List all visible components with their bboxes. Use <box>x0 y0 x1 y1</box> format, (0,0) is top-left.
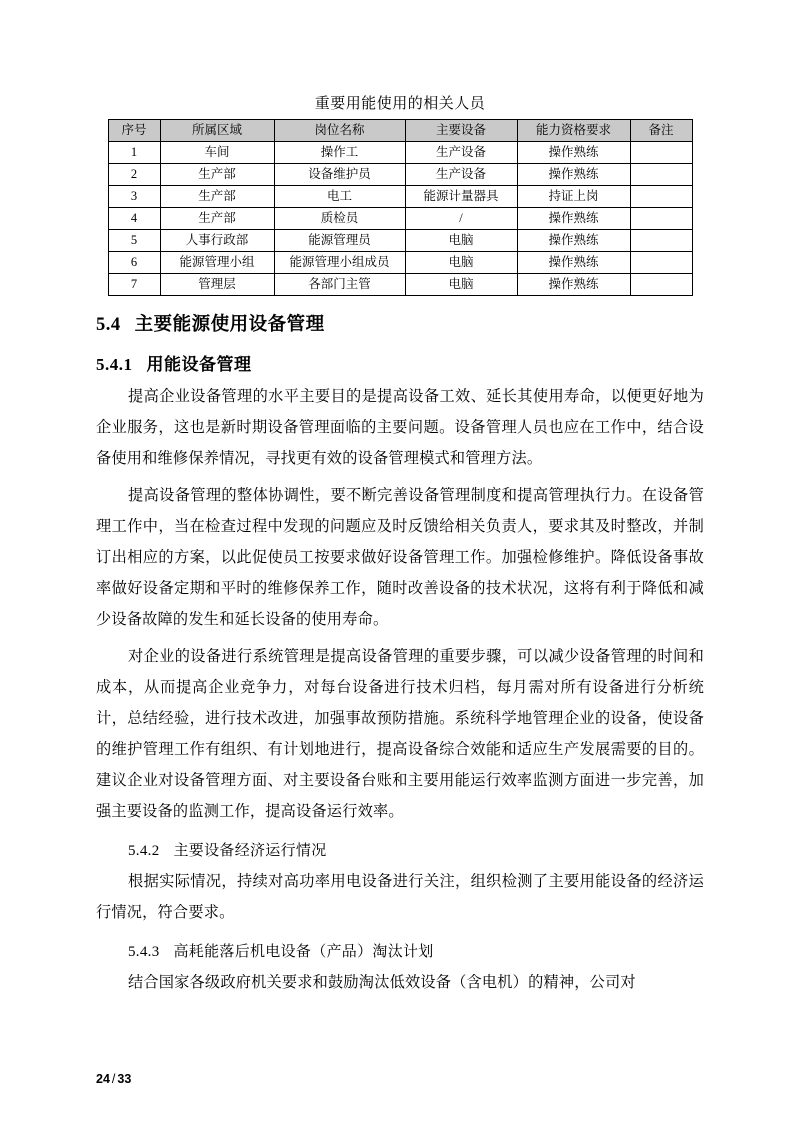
paragraph: 提高设备管理的整体协调性，要不断完善设备管理制度和提高管理执行力。在设备管理工作中，当在检查过程中发现的问题应及时反馈给相关负责人，要求其及时整改，并制订出相应的方案，以此促使员工按要求做好设备管理工作。加强检修维护。降低设备事故率做好设备定期和平时的维修保养工作，随时改善设备的技术状况，这将有利于降低和减少设备故障的发生和延长设备的使用寿命。 <box>96 487 704 628</box>
subsection-number: 5.4.2 <box>128 843 160 859</box>
table-cell: 车间 <box>160 142 274 164</box>
table-caption: 重要用能使用的相关人员 <box>314 96 486 112</box>
table-cell: 生产部 <box>160 186 274 208</box>
table-cell: 操作熟练 <box>517 164 630 186</box>
table-cell: 管理层 <box>160 274 274 296</box>
table-cell: 操作熟练 <box>517 208 630 230</box>
subsection-number: 5.4.3 <box>128 944 160 960</box>
table-cell: 能源管理员 <box>274 230 405 252</box>
total-page-number: 33 <box>117 1072 132 1086</box>
table-cell: 2 <box>108 164 160 186</box>
section-title: 主要能源使用设备管理 <box>134 315 325 335</box>
page-footer <box>96 1072 131 1086</box>
current-page-number: 24 <box>96 1072 110 1086</box>
section-number: 5.4 <box>96 315 121 335</box>
table-cell: 质检员 <box>274 208 405 230</box>
table-cell <box>630 186 692 208</box>
table-cell: 生产部 <box>160 164 274 186</box>
table-cell <box>630 142 692 164</box>
table-cell: 电工 <box>274 186 405 208</box>
table-cell: 各部门主管 <box>274 274 405 296</box>
subsection-title: 用能设备管理 <box>146 355 252 374</box>
paragraph: 结合国家各级政府机关要求和鼓励淘汰低效设备（含电机）的精神，公司对 <box>128 974 636 991</box>
table-header-cell: 所属区域 <box>160 120 274 142</box>
table-row <box>108 230 692 252</box>
table-cell: 操作熟练 <box>517 142 630 164</box>
table-header-row <box>108 120 692 142</box>
subsection-number: 5.4.1 <box>96 355 133 374</box>
table-cell: 能源计量器具 <box>405 186 517 208</box>
subsection-heading-543 <box>96 940 704 961</box>
table-cell: 操作熟练 <box>517 230 630 252</box>
table-cell <box>630 252 692 274</box>
table-cell: 电脑 <box>405 230 517 252</box>
table-cell: 操作熟练 <box>517 252 630 274</box>
table-row <box>108 142 692 164</box>
table-cell: 生产部 <box>160 208 274 230</box>
section-heading <box>96 310 704 336</box>
table-header-cell: 备注 <box>630 120 692 142</box>
table-header-cell: 岗位名称 <box>274 120 405 142</box>
table-cell: 7 <box>108 274 160 296</box>
table-row <box>108 274 692 296</box>
table-row <box>108 208 692 230</box>
page-separator: / <box>111 1072 116 1086</box>
table-cell: 能源管理小组 <box>160 252 274 274</box>
subsection-heading <box>96 350 704 375</box>
table-cell: 生产设备 <box>405 142 517 164</box>
paragraph: 提高企业设备管理的水平主要目的是提高设备工效、延长其使用寿命，以便更好地为企业服务，这也是新时期设备管理面临的主要问题。设备管理人员也应在工作中，结合设备使用和维修保养情况，寻找更有效的设备管理模式和管理方法。 <box>96 388 704 467</box>
table-cell: 持证上岗 <box>517 186 630 208</box>
table-row <box>108 252 692 274</box>
subsection-heading-542 <box>96 839 704 860</box>
table-header-cell: 序号 <box>108 120 160 142</box>
table-cell: 1 <box>108 142 160 164</box>
table-header-cell: 能力资格要求 <box>517 120 630 142</box>
table-header-cell: 主要设备 <box>405 120 517 142</box>
table-row <box>108 186 692 208</box>
paragraph: 根据实际情况，持续对高功率用电设备进行关注，组织检测了主要用能设备的经济运行情况，符合要求。 <box>96 873 704 921</box>
table-cell <box>630 164 692 186</box>
table-cell: 电脑 <box>405 274 517 296</box>
table-cell: 设备维护员 <box>274 164 405 186</box>
table-cell: 3 <box>108 186 160 208</box>
table-cell <box>630 230 692 252</box>
subsection-title: 主要设备经济运行情况 <box>173 843 327 859</box>
table-cell: 操作熟练 <box>517 274 630 296</box>
table-cell: 人事行政部 <box>160 230 274 252</box>
personnel-table <box>108 119 693 296</box>
table-cell: 4 <box>108 208 160 230</box>
table-cell <box>630 274 692 296</box>
table-cell: 操作工 <box>274 142 405 164</box>
table-cell: / <box>405 208 517 230</box>
table-cell: 能源管理小组成员 <box>274 252 405 274</box>
table-cell: 电脑 <box>405 252 517 274</box>
table-cell <box>630 208 692 230</box>
subsection-title: 高耗能落后机电设备（产品）淘汰计划 <box>173 944 434 960</box>
table-cell: 生产设备 <box>405 164 517 186</box>
page-content <box>96 0 704 998</box>
table-cell: 6 <box>108 252 160 274</box>
table-row <box>108 164 692 186</box>
paragraph: 对企业的设备进行系统管理是提高设备管理的重要步骤，可以减少设备管理的时间和成本，从而提高企业竞争力，对每台设备进行技术归档，每月需对所有设备进行分析统计，总结经验，进行技术改进，加强事故预防措施。系统科学地管理企业的设备，使设备的维护管理工作有组织、有计划地进行，提高设备综合效能和适应生产发展需要的目的。建议企业对设备管理方面、对主要设备台账和主要用能运行效率监测方面进一步完善，加强主要设备的监测工作，提高设备运行效率。 <box>96 648 704 820</box>
table-cell: 5 <box>108 230 160 252</box>
